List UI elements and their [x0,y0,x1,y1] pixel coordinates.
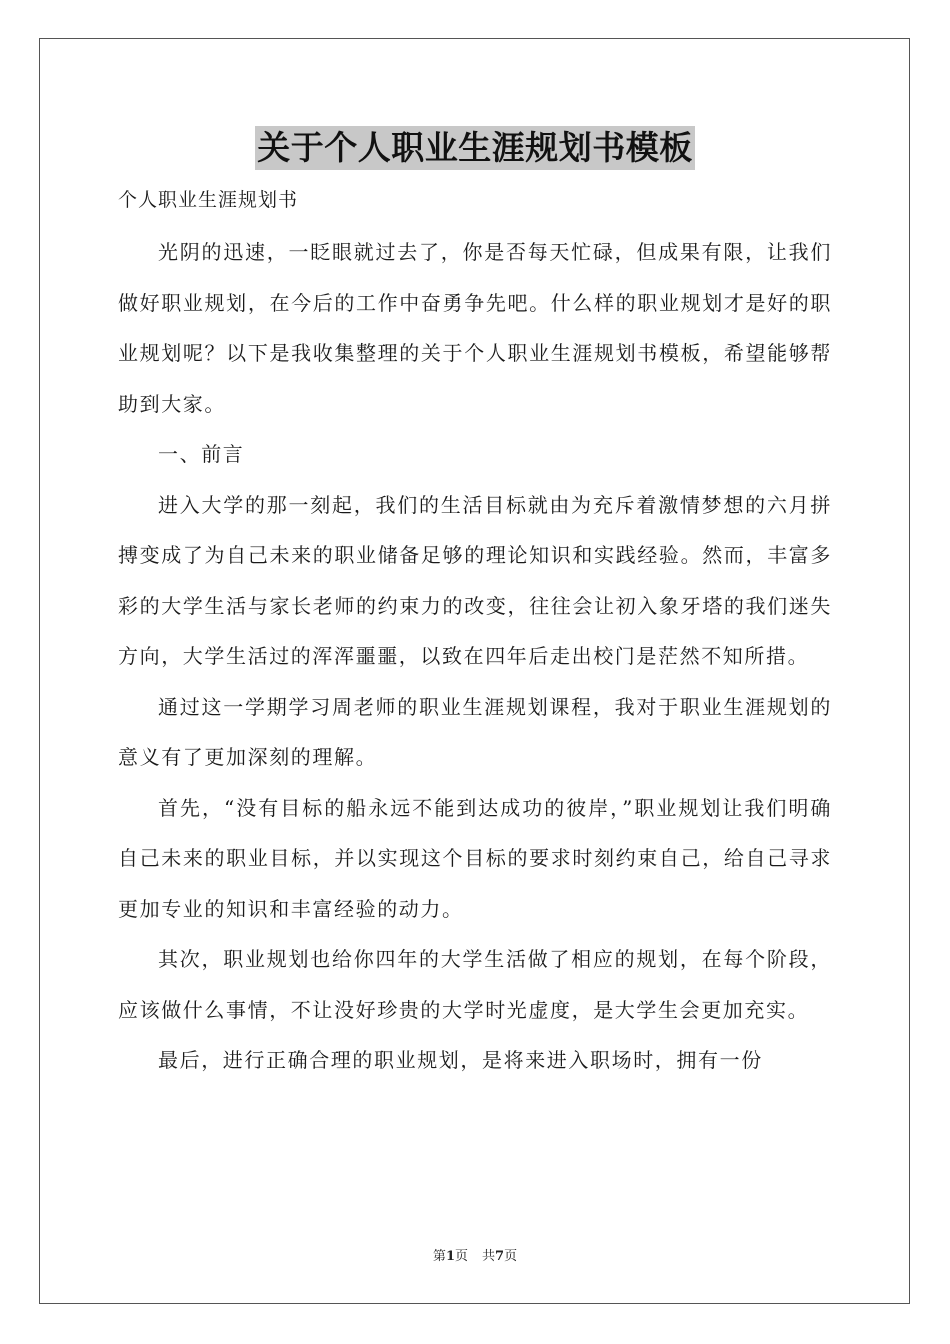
paragraph-course-understanding: 通过这一学期学习周老师的职业生涯规划课程，我对于职业生涯规划的意义有了更加深刻的理解。 [118,694,832,769]
document-subtitle: 个人职业生涯规划书 [118,189,299,211]
page-prefix: 第 [432,1249,446,1264]
paragraph-intro: 光阴的迅速，一眨眼就过去了，你是否每天忙碌，但成果有限，让我们做好职业规划，在今后的工作中奋勇争先吧。什么样的职业规划才是好的职业规划呢？以下是我收集整理的关于个人职业生涯规划书模板，希望能够帮助到大家。 [118,240,832,416]
page-suffix: 页 [454,1249,468,1264]
paragraph-college-entry: 进入大学的那一刻起，我们的生活目标就由为充斥着激情梦想的六月拼搏变成了为自己未来的职业储备足够的理论知识和实践经验。然而，丰富多彩的大学生活与家长老师的约束力的改变，往往会让初入象牙塔的我们迷失方向，大学生活过的浑浑噩噩，以致在四年后走出校门是茫然不知所措。 [118,492,832,668]
total-page-count: 7 [495,1249,505,1264]
section-heading-preface: 一、前言 [158,442,245,466]
total-prefix: 共 [482,1249,496,1264]
title-container [0,126,950,170]
paragraph-last-point: 最后，进行正确合理的职业规划，是将来进入职场时，拥有一份 [158,1048,763,1072]
document-body [118,227,832,1086]
total-suffix: 页 [504,1249,518,1264]
document-title: 关于个人职业生涯规划书模板 [255,126,695,170]
current-page-number: 1 [445,1249,455,1264]
paragraph-first-point: 首先，“没有目标的船永远不能到达成功的彼岸，”职业规划让我们明确自己未来的职业目标，并以实现这个目标的要求时刻约束自己，给自己寻求更加专业的知识和丰富经验的动力。 [118,795,832,921]
page-footer [0,1248,950,1266]
paragraph-second-point: 其次，职业规划也给你四年的大学生活做了相应的规划，在每个阶段，应该做什么事情，不让没好珍贵的大学时光虚度，是大学生会更加充实。 [118,947,832,1022]
